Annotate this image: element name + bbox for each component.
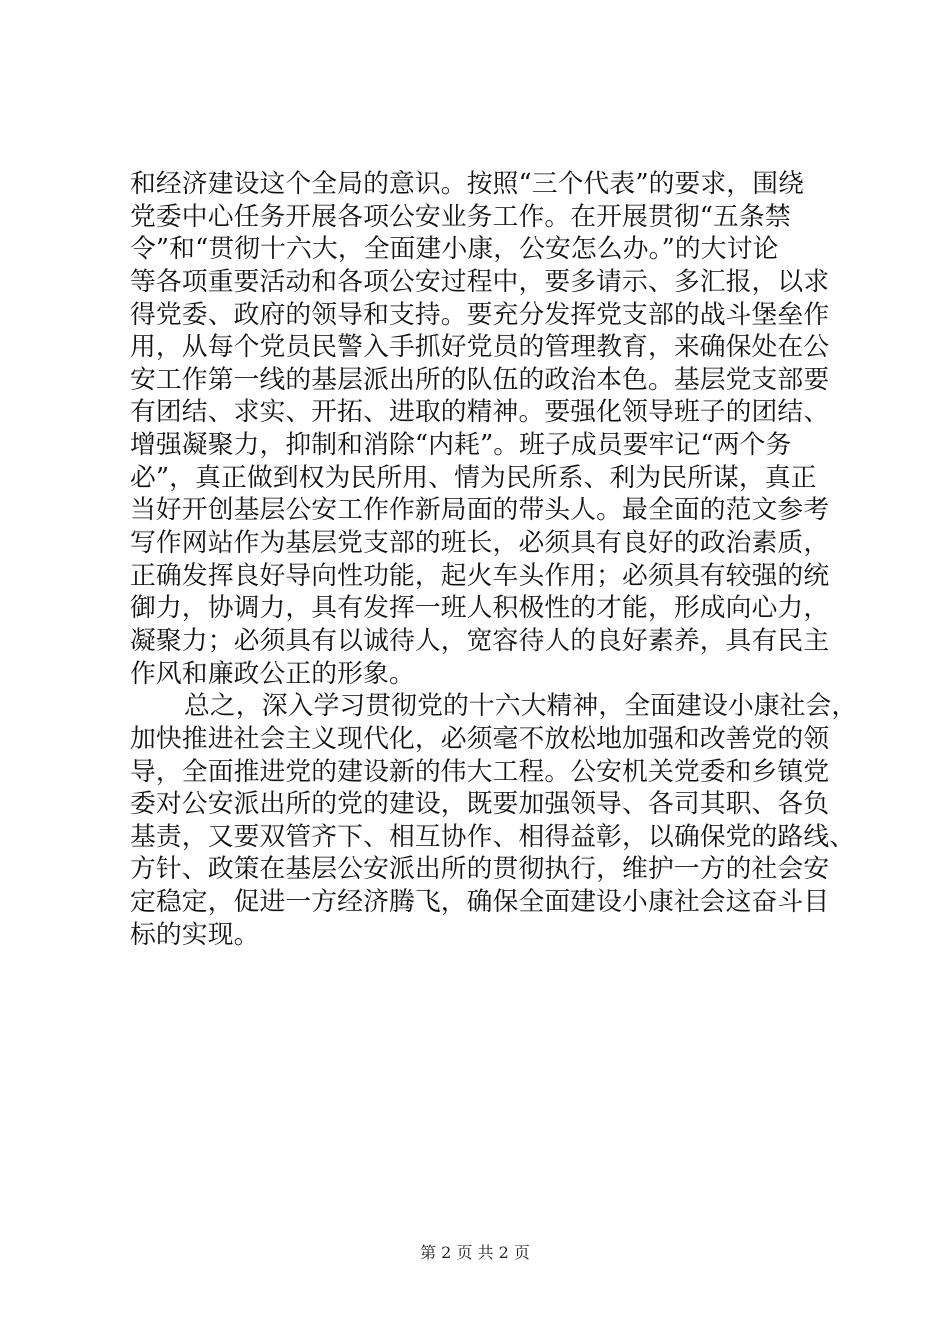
text-line: 写作网站作为基层党支部的班长，必须具有良好的政治素质， <box>130 528 830 559</box>
text-line: 有团结、求实、开拓、进取的精神。要强化领导班子的团结、 <box>130 397 830 428</box>
text-line-indented: 总之，深入学习贯彻党的十六大精神，全面建设小康社会， <box>184 691 858 722</box>
document-body <box>130 168 858 951</box>
text-line: 加快推进社会主义现代化，必须毫不放松地加强和改善党的领 <box>130 723 830 754</box>
text-line: 方针、政策在基层公安派出所的贯彻执行，维护一方的社会安 <box>130 854 830 885</box>
text-line: 作风和廉政公正的形象。 <box>130 658 415 689</box>
text-line: 当好开创基层公安工作作新局面的带头人。最全面的范文参考 <box>130 495 830 526</box>
text-line: 基责，又要双管齐下、相互协作、相得益彰，以确保党的路线、 <box>130 821 856 852</box>
text-line: 和经济建设这个全局的意识。按照“三个代表”的要求，围绕 <box>130 169 804 199</box>
text-line: 安工作第一线的基层派出所的队伍的政治本色。基层党支部要 <box>130 364 830 395</box>
page-number: 第 2 页 共 2 页 <box>420 1243 530 1262</box>
text-line: 党委中心任务开展各项公安业务工作。在开展贯彻“五条禁 <box>130 201 791 232</box>
text-line: 凝聚力；必须具有以诚待人，宽容待人的良好素养，具有民主 <box>130 625 830 656</box>
text-line: 等各项重要活动和各项公安过程中，要多请示、多汇报，以求 <box>130 266 830 297</box>
text-line: 定稳定，促进一方经济腾飞，确保全面建设小康社会这奋斗目 <box>130 887 830 918</box>
text-line: 委对公安派出所的党的建设，既要加强领导、各司其职、各负 <box>130 789 830 820</box>
text-line: 得党委、政府的领导和支持。要充分发挥党支部的战斗堡垒作 <box>130 299 830 330</box>
text-line: 导，全面推进党的建设新的伟大工程。公安机关党委和乡镇党 <box>130 756 830 787</box>
text-line: 必”，真正做到权为民所用、情为民所系、利为民所谋，真正 <box>130 462 817 493</box>
text-line: 御力，协调力，具有发挥一班人积极性的才能，形成向心力， <box>130 593 830 624</box>
text-line: 用，从每个党员民警入手抓好党员的管理教育，来确保处在公 <box>130 332 830 363</box>
text-line: 令”和“贯彻十六大，全面建小康，公安怎么办。”的大讨论 <box>130 234 779 265</box>
page-footer <box>0 1242 950 1264</box>
text-line: 标的实现。 <box>130 919 260 950</box>
text-line: 正确发挥良好导向性功能，起火车头作用；必须具有较强的统 <box>130 560 830 591</box>
text-line: 增强凝聚力，抑制和消除“内耗”。班子成员要牢记“两个务 <box>130 430 792 461</box>
